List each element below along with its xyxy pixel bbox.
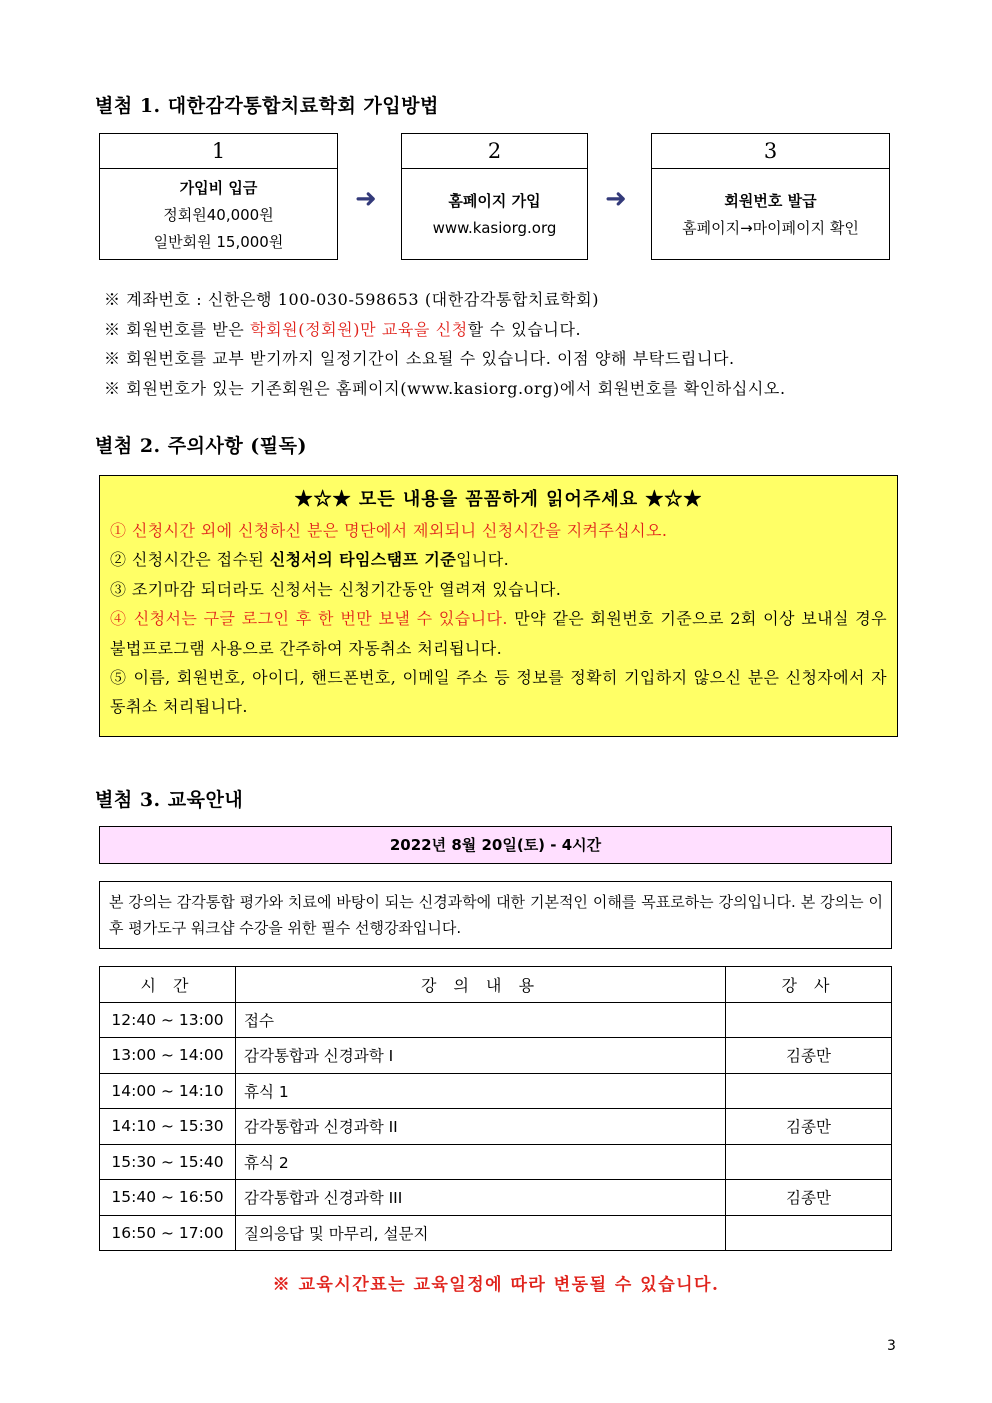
note-account: ※ 계좌번호 : 신한은행 100-030-598653 (대한감각통합치료학회) — [104, 290, 600, 309]
page-number: 3 — [887, 1338, 896, 1354]
step-detail: www.kasiorg.org — [432, 219, 557, 237]
step-title: 홈페이지 가입 — [448, 192, 541, 210]
notice-item-1: ① 신청시간 외에 신청하신 분은 명단에서 제외되니 신청시간을 지켜주십시오. — [110, 521, 668, 540]
table-row: 15:40 ~ 16:50 감각통합과 신경과학 III 김종만 — [100, 1180, 892, 1216]
notice-item-3: ③ 조기마감 되더라도 신청서는 신청기간동안 열려져 있습니다. — [110, 579, 562, 599]
schedule-footnote: ※ 교육시간표는 교육일정에 따라 변동될 수 있습니다. — [272, 1275, 720, 1295]
table-row: 12:40 ~ 13:00 접수 — [100, 1002, 892, 1038]
note-member-only: ※ 회원번호를 받은 학회원(정회원)만 교육을 신청할 수 있습니다. — [104, 319, 582, 339]
notice-item-4: ④ 신청서는 구글 로그인 후 한 번만 보낼 수 있습니다. 만약 같은 회원번호 기준으로 2회 이상 보내실 경우 불법프로그램 사용으로 간주하여 자동취소 처리됩니다. — [110, 609, 887, 658]
step-number: 2 — [402, 134, 587, 169]
column-header-content: 강 의 내 용 — [236, 967, 726, 1003]
notes-list — [104, 285, 786, 403]
arrow-right-icon: ➜ — [605, 184, 627, 214]
section3-title: 별첨 3. 교육안내 — [95, 789, 244, 811]
step-box-1 — [99, 133, 338, 260]
column-header-lecturer: 강 사 — [726, 967, 892, 1003]
step-title: 가입비 입금 — [179, 178, 258, 197]
column-header-time: 시 간 — [100, 967, 236, 1003]
notice-item-5: ⑤ 이름, 회원번호, 아이디, 핸드폰번호, 이메일 주소 등 정보를 정확히 기입하지 않으신 분은 신청자에서 자동취소 처리됩니다. — [110, 668, 887, 717]
step-detail: 일반회원 15,000원 — [153, 232, 284, 251]
course-date: 2022년 8월 20일(토) - 4시간 — [99, 826, 892, 864]
course-description: 본 강의는 감각통합 평가와 치료에 바탕이 되는 신경과학에 대한 기본적인 이해를 목표로하는 강의입니다. 본 강의는 이후 평가도구 워크샵 수강을 위한 필수 선행강좌입니다. — [99, 881, 892, 949]
notice-item-2: ② 신청시간은 접수된 신청서의 타임스탬프 기준입니다. — [110, 550, 510, 570]
step-box-3 — [651, 133, 890, 260]
table-row: 13:00 ~ 14:00 감각통합과 신경과학 I 김종만 — [100, 1038, 892, 1074]
table-row: 16:50 ~ 17:00 질의응답 및 마무리, 설문지 — [100, 1215, 892, 1251]
notice-box — [99, 475, 898, 737]
note-existing-member: ※ 회원번호가 있는 기존회원은 홈페이지(www.kasiorg.org)에서 회원번호를 확인하십시오. — [104, 378, 786, 398]
schedule-table — [99, 966, 892, 1251]
step-detail: 정회원40,000원 — [163, 205, 274, 224]
table-row: 14:00 ~ 14:10 휴식 1 — [100, 1073, 892, 1109]
section1-title: 별첨 1. 대한감각통합치료학회 가입방법 — [95, 95, 439, 117]
table-row: 14:10 ~ 15:30 감각통합과 신경과학 II 김종만 — [100, 1109, 892, 1145]
notice-header: ★☆★ 모든 내용을 꼼꼼하게 읽어주세요 ★☆★ — [294, 489, 703, 510]
section2-title: 별첨 2. 주의사항 (필독) — [95, 435, 307, 457]
step-number: 3 — [652, 134, 889, 169]
step-box-2 — [401, 133, 588, 260]
arrow-right-icon: ➜ — [355, 184, 377, 214]
step-number: 1 — [100, 134, 337, 169]
note-delay: ※ 회원번호를 교부 받기까지 일정기간이 소요될 수 있습니다. 이점 양해 부탁드립니다. — [104, 349, 735, 368]
table-row: 15:30 ~ 15:40 휴식 2 — [100, 1144, 892, 1180]
step-detail: 홈페이지→마이페이지 확인 — [682, 219, 859, 237]
step-title: 회원번호 발급 — [724, 192, 817, 210]
